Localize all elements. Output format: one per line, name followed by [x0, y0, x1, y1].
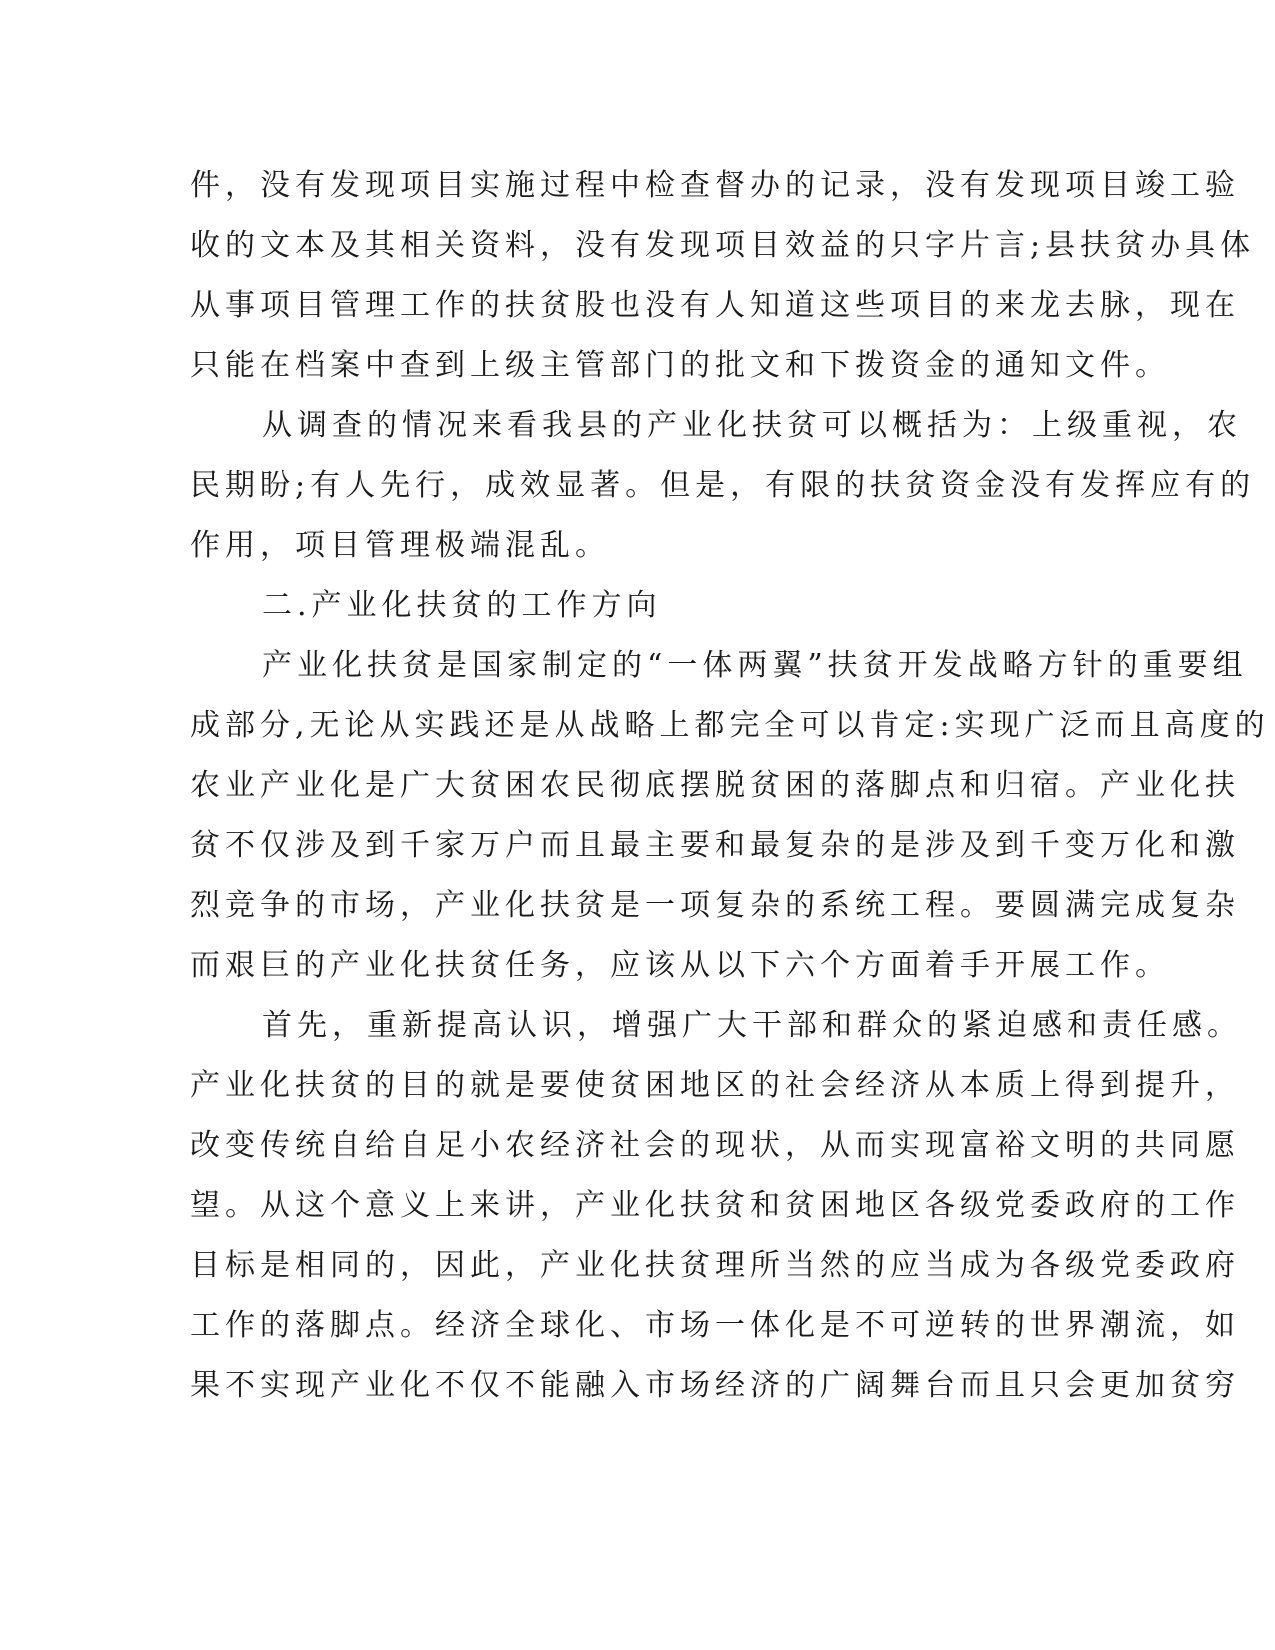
text-line: 件，没有发现项目实施过程中检查督办的记录，没有发现项目竣工验 — [190, 168, 1240, 203]
text-line: 成部分,无论从实践还是从战略上都完全可以肯定:实现广泛而且高度的 — [190, 708, 1270, 743]
paragraph-start-line: 首先，重新提高认识，增强广大干部和群众的紧迫感和责任感。 — [262, 1008, 1242, 1043]
text-line: 目标是相同的，因此，产业化扶贫理所当然的应当成为各级党委政府 — [190, 1248, 1240, 1283]
body-text — [190, 156, 1270, 1416]
text-line: 产业化扶贫的目的就是要使贫困地区的社会经济从本质上得到提升， — [190, 1068, 1240, 1103]
section-heading: 二.产业化扶贫的工作方向 — [262, 588, 662, 623]
text-line: 而艰巨的产业化扶贫任务，应该从以下六个方面着手开展工作。 — [190, 948, 1170, 983]
text-line: 只能在档案中查到上级主管部门的批文和下拨资金的通知文件。 — [190, 348, 1170, 383]
text-line: 作用，项目管理极端混乱。 — [190, 528, 610, 563]
paragraph-start-line: 产业化扶贫是国家制定的“一体两翼”扶贫开发战略方针的重要组 — [262, 648, 1248, 683]
text-line: 收的文本及其相关资料，没有发现项目效益的只字片言;县扶贫办具体 — [190, 228, 1256, 263]
text-line: 民期盼;有人先行，成效显著。但是，有限的扶贫资金没有发挥应有的 — [190, 468, 1256, 503]
text-line: 工作的落脚点。经济全球化、市场一体化是不可逆转的世界潮流，如 — [190, 1308, 1240, 1343]
text-line: 农业产业化是广大贫困农民彻底摆脱贫困的落脚点和归宿。产业化扶 — [190, 768, 1240, 803]
text-line: 望。从这个意义上来讲，产业化扶贫和贫困地区各级党委政府的工作 — [190, 1188, 1240, 1223]
text-line: 果不实现产业化不仅不能融入市场经济的广阔舞台而且只会更加贫穷 — [190, 1368, 1240, 1403]
text-line: 改变传统自给自足小农经济社会的现状，从而实现富裕文明的共同愿 — [190, 1128, 1240, 1163]
text-line: 烈竞争的市场，产业化扶贫是一项复杂的系统工程。要圆满完成复杂 — [190, 888, 1240, 923]
text-line: 从事项目管理工作的扶贫股也没有人知道这些项目的来龙去脉，现在 — [190, 288, 1240, 323]
paragraph-start-line: 从调查的情况来看我县的产业化扶贫可以概括为：上级重视，农 — [262, 408, 1242, 443]
text-line: 贫不仅涉及到千家万户而且最主要和最复杂的是涉及到千变万化和激 — [190, 828, 1240, 863]
